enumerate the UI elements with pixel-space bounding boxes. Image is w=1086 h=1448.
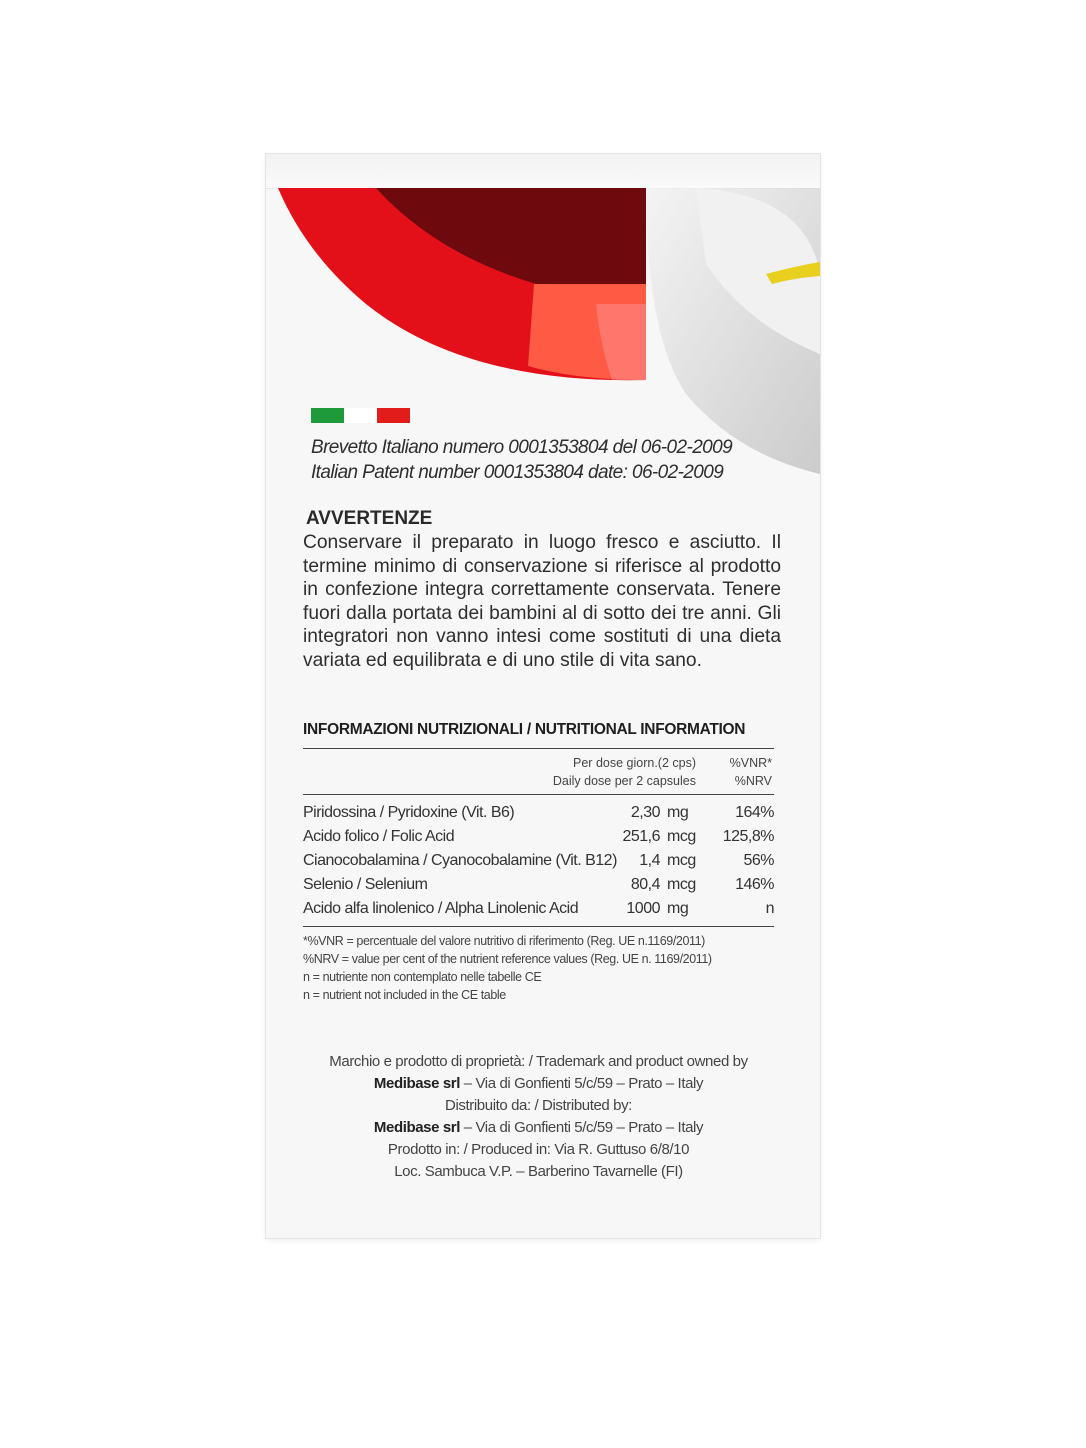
nutrition-bottom-rule [303, 926, 774, 927]
nutrient-pct: n [765, 900, 774, 917]
nutrient-name: Acido alfa linolenico / Alpha Linolenic Acid [303, 900, 579, 917]
nutrition-row [303, 804, 774, 828]
company-info [266, 1051, 811, 1183]
nutrient-pct: 164% [735, 804, 774, 821]
flag-white-band [344, 408, 377, 423]
owner-name: Medibase srl [373, 1075, 460, 1092]
warnings-text: Conservare il preparato in luogo fresco e asciutto. Il termine minimo di conservazione si riferisce al prodotto in confezione integra correttamente conservata. Tenere fuori dalla portata dei bambini al di sotto dei tre anni. Gli integratori non vanno intesi come sostituti di una dieta variata ed equilibrata e di uno stile di vita sano. [303, 532, 781, 671]
nutrient-unit: mcg [667, 876, 696, 893]
nutrition-top-rule [303, 748, 774, 749]
dose-header [546, 754, 696, 790]
nutrient-name: Acido folico / Folic Acid [303, 828, 455, 845]
nutrient-unit: mg [667, 900, 689, 917]
product-box-side [266, 154, 820, 1238]
nutrition-row [303, 876, 774, 900]
nutrient-name: Cianocobalamina / Cyanocobalamine (Vit. B12) [303, 852, 617, 869]
footnote: %NRV = value per cent of the nutrient reference values (Reg. UE n. 1169/2011) [303, 952, 712, 966]
distributor-line [266, 1117, 811, 1139]
nutrition-title: INFORMAZIONI NUTRIZIONALI / NUTRITIONAL INFORMATION [303, 721, 746, 738]
nutrient-value: 1000 [626, 900, 660, 917]
nutrient-pct: 125,8% [722, 828, 774, 845]
produced-line: Prodotto in: / Produced in: Via R. Guttuso 6/8/10 [387, 1141, 690, 1158]
owner-line [266, 1073, 811, 1095]
footnote: n = nutrient not included in the CE table [303, 988, 506, 1002]
pct-header-it: %VNR* [729, 756, 772, 770]
decorative-graphic [266, 154, 820, 474]
nutrient-value: 80,4 [630, 876, 660, 893]
nutrient-pct: 146% [735, 876, 774, 893]
warnings-heading: AVVERTENZE [306, 508, 433, 529]
nutrient-unit: mcg [667, 852, 696, 869]
owned-label: Marchio e prodotto di proprietà: / Trademark and product owned by [329, 1053, 748, 1070]
patent-line-en: Italian Patent number 0001353804 date: 06-02-2009 [311, 462, 724, 483]
flag-red-band [377, 408, 410, 423]
nutrition-row [303, 852, 774, 876]
nutrient-pct: 56% [743, 852, 774, 869]
nutrition-footnotes [303, 932, 712, 1004]
nutrient-value: 1,4 [639, 852, 660, 869]
dose-header-it: Per dose giorn.(2 cps) [573, 756, 696, 770]
distributor-address: – Via di Gonfienti 5/c/59 – Prato – Italy [459, 1119, 704, 1136]
nutrition-row [303, 900, 774, 924]
patent-line-it: Brevetto Italiano numero 0001353804 del 06-02-2009 [311, 437, 733, 458]
flag-green-band [311, 408, 344, 423]
nutrient-value: 2,30 [630, 804, 660, 821]
distributor-name: Medibase srl [373, 1119, 460, 1136]
owner-address: – Via di Gonfienti 5/c/59 – Prato – Italy [459, 1075, 704, 1092]
nutrient-unit: mcg [667, 828, 696, 845]
footnote: n = nutriente non contemplato nelle tabelle CE [303, 970, 542, 984]
nutrient-value: 251,6 [622, 828, 660, 845]
pct-header [706, 754, 772, 790]
nutrition-row [303, 828, 774, 852]
pct-header-en: %NRV [734, 774, 772, 788]
nutrient-name: Piridossina / Pyridoxine (Vit. B6) [303, 804, 515, 821]
distributed-label: Distribuito da: / Distributed by: [445, 1097, 632, 1114]
italian-flag [311, 408, 411, 424]
footnote: *%VNR = percentuale del valore nutritivo di riferimento (Reg. UE n.1169/2011) [303, 934, 705, 948]
dose-header-en: Daily dose per 2 capsules [552, 774, 696, 788]
nutrient-unit: mg [667, 804, 689, 821]
nutrient-name: Selenio / Selenium [303, 876, 428, 893]
nutrition-header-rule [303, 794, 774, 795]
location-line: Loc. Sambuca V.P. – Barberino Tavarnelle (FI) [394, 1163, 683, 1180]
patent-text [311, 435, 791, 485]
